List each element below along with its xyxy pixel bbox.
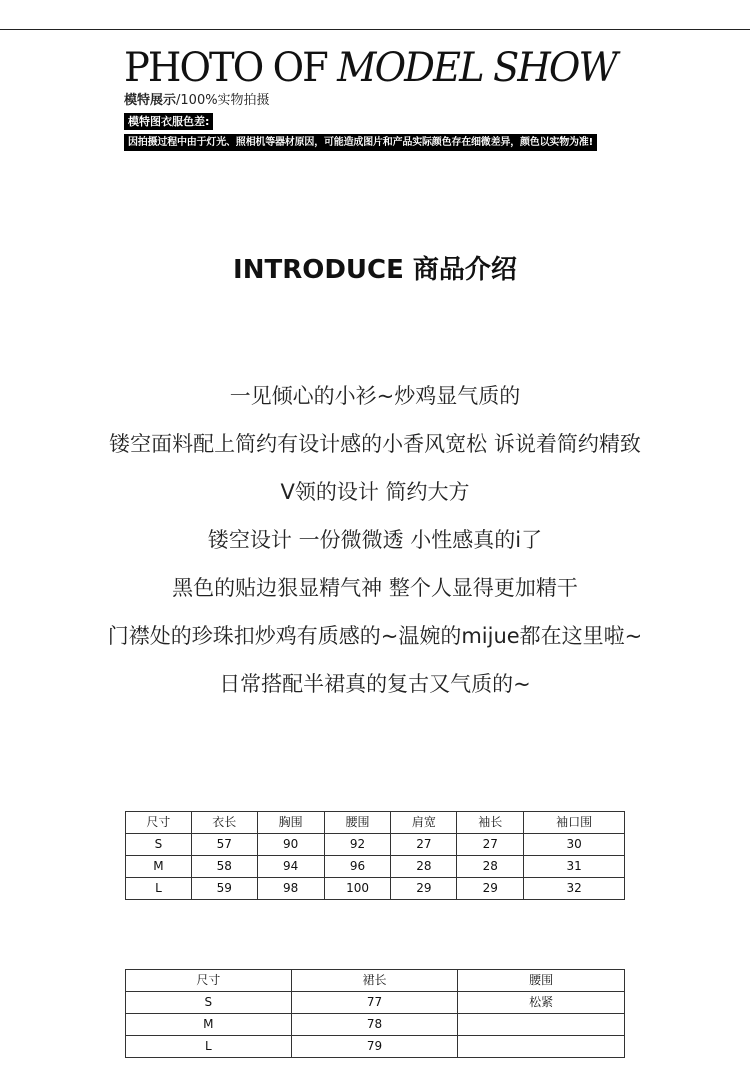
table-row [126, 878, 625, 900]
table-cell: 98 [257, 878, 324, 900]
table-cell: 28 [391, 856, 457, 878]
table-cell: 松紧 [458, 992, 625, 1014]
table-header-cell: 腰围 [458, 970, 625, 992]
table-cell: L [126, 878, 192, 900]
table-header-cell: 尺寸 [126, 812, 192, 834]
table-header-row [126, 812, 625, 834]
model-show-title [124, 46, 662, 90]
table-cell: 28 [457, 856, 524, 878]
intro-line: V领的设计 简约大方 [280, 480, 470, 504]
table-header-cell: 衣长 [191, 812, 257, 834]
table-header-cell: 袖长 [457, 812, 524, 834]
table-row [126, 1014, 625, 1036]
table-header-cell: 袖口围 [524, 812, 625, 834]
intro-line: 黑色的贴边狠显精气神 整个人显得更加精干 [172, 576, 578, 600]
table-cell: 100 [324, 878, 391, 900]
table-cell: 79 [291, 1036, 458, 1058]
table-cell: 90 [257, 834, 324, 856]
table-cell [458, 1014, 625, 1036]
color-notice-label: 模特图衣服色差: [124, 113, 213, 130]
table-cell: M [126, 1014, 292, 1036]
table-header-cell: 腰围 [324, 812, 391, 834]
intro-line: 一见倾心的小衫~炒鸡显气质的 [229, 384, 521, 408]
table-header-cell: 肩宽 [391, 812, 457, 834]
introduce-lines [0, 372, 750, 708]
intro-line: 门襟处的珍珠扣炒鸡有质感的~温婉的mijue都在这里啦~ [107, 624, 643, 648]
table-cell: 57 [191, 834, 257, 856]
intro-line: 日常搭配半裙真的复古又气质的~ [219, 672, 531, 696]
table-header-row [126, 970, 625, 992]
table-row [126, 992, 625, 1014]
title-part-1: PHOTO OF [124, 45, 327, 91]
table-cell: 30 [524, 834, 625, 856]
intro-line: 镂空面料配上简约有设计感的小香风宽松 诉说着简约精致 [109, 432, 641, 456]
table-cell: M [126, 856, 192, 878]
model-show-subtitle [124, 92, 684, 110]
table-cell: 92 [324, 834, 391, 856]
table-cell: 94 [257, 856, 324, 878]
table-header-cell: 尺寸 [126, 970, 292, 992]
table-header-cell: 胸围 [257, 812, 324, 834]
color-notice-text: 因拍摄过程中由于灯光、照相机等器材原因，可能造成图片和产品实际颜色存在细微差异，颜色以实物为准! [124, 134, 597, 151]
skirt-size-table [125, 969, 625, 1058]
table-cell: 96 [324, 856, 391, 878]
table-cell: 59 [191, 878, 257, 900]
table-cell: 77 [291, 992, 458, 1014]
subtitle-rest: /100%实物拍摄 [176, 93, 270, 108]
introduce-heading: INTRODUCE 商品介绍 [233, 255, 517, 285]
table-row [126, 1036, 625, 1058]
subtitle-bold: 模特展示 [124, 93, 177, 108]
table-cell: 29 [457, 878, 524, 900]
top-size-table [125, 811, 625, 900]
table-row [126, 856, 625, 878]
table-cell: 27 [457, 834, 524, 856]
table-cell [458, 1036, 625, 1058]
table-cell: S [126, 834, 192, 856]
table-cell: 32 [524, 878, 625, 900]
table-cell: 27 [391, 834, 457, 856]
table-cell: 58 [191, 856, 257, 878]
intro-line: 镂空设计 一份微微透 小性感真的i了 [207, 528, 543, 552]
table-cell: 78 [291, 1014, 458, 1036]
table-row [126, 834, 625, 856]
model-show-header [124, 46, 684, 151]
table-cell: 31 [524, 856, 625, 878]
title-part-2: MODEL SHOW [337, 45, 617, 91]
table-cell: 29 [391, 878, 457, 900]
table-header-cell: 裙长 [291, 970, 458, 992]
table-cell: S [126, 992, 292, 1014]
table-cell: L [126, 1036, 292, 1058]
top-divider [0, 29, 750, 30]
